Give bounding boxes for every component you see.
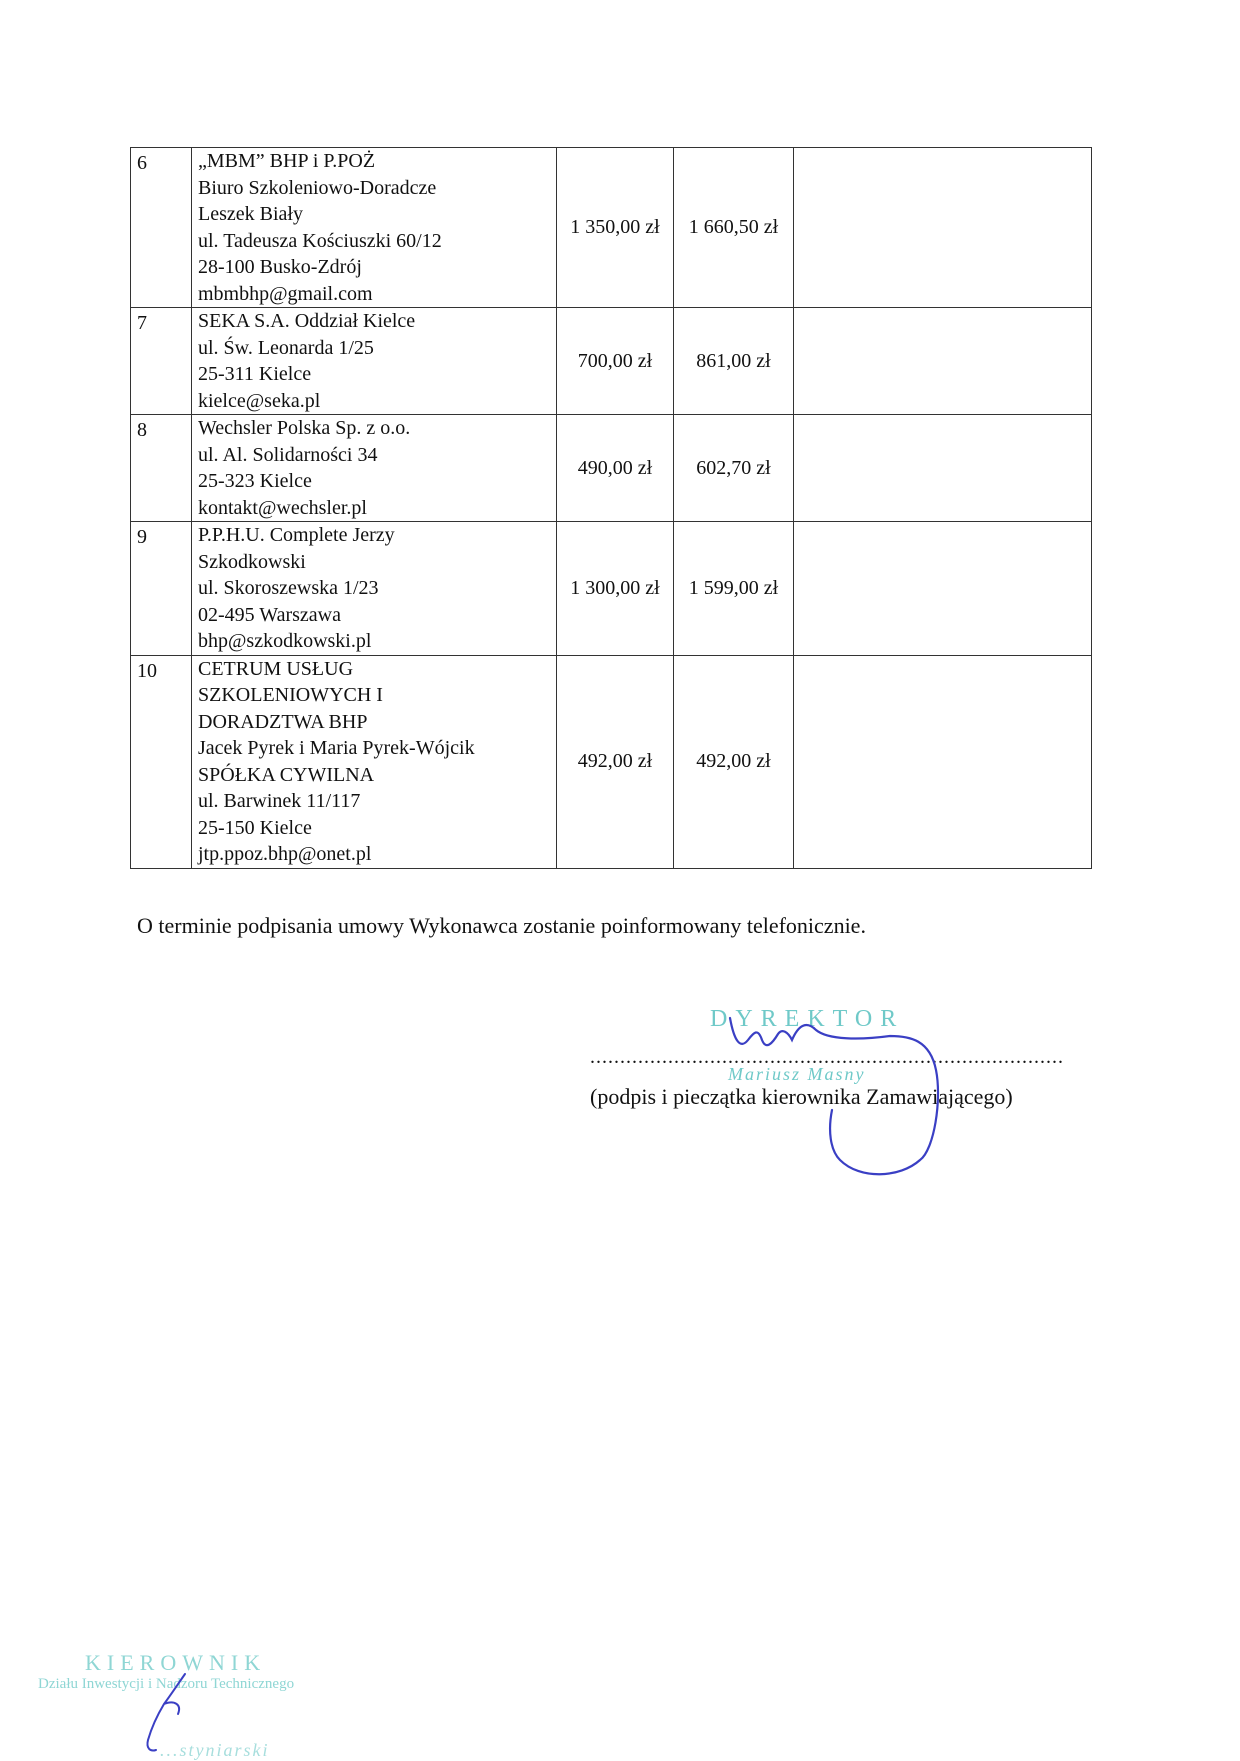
net-price: 1 350,00 zł — [557, 148, 674, 308]
contractor-line: ul. Al. Solidarności 34 — [198, 443, 378, 466]
manager-stamp-subtitle: Działu Inwestycji i Nadzoru Technicznego — [38, 1676, 295, 1692]
offers-table — [130, 147, 1092, 869]
row-number: 7 — [131, 308, 192, 415]
table-row — [131, 522, 1092, 656]
table-row — [131, 148, 1092, 308]
contractor-line: 25-311 Kielce — [198, 363, 312, 385]
contract-note: O terminie podpisania umowy Wykonawca zostanie poinformowany telefonicznie. — [137, 913, 866, 938]
contractor-line: ul. Św. Leonarda 1/25 — [198, 336, 374, 359]
contractor-line: mbmbhp@gmail.com — [198, 282, 373, 305]
gross-price: 492,00 zł — [674, 655, 794, 868]
contractor-line: SZKOLENIOWYCH I — [198, 684, 383, 706]
gross-price: 861,00 zł — [674, 308, 794, 415]
handwritten-signature — [720, 1010, 960, 1210]
empty-cell — [794, 415, 1092, 522]
gross-price: 1 599,00 zł — [674, 522, 794, 656]
row-number: 8 — [131, 415, 192, 522]
net-price: 1 300,00 zł — [557, 522, 674, 656]
table-row — [131, 415, 1092, 522]
contractor-cell — [192, 308, 557, 415]
manager-signature — [130, 1670, 220, 1755]
contractor-cell — [192, 522, 557, 656]
contractor-line: kielce@seka.pl — [198, 389, 321, 412]
manager-stamp-name: ...styniarski — [160, 1740, 270, 1760]
director-stamp-title: DYREKTOR — [710, 1006, 905, 1032]
contractor-line: 25-150 Kielce — [198, 816, 312, 839]
empty-cell — [794, 148, 1092, 308]
signature-caption: (podpis i pieczątka kierownika Zamawiającego) — [590, 1084, 1013, 1109]
signature-dotted-line: ............................................................................... — [590, 1046, 1064, 1068]
contractor-line: 25-323 Kielce — [198, 470, 312, 492]
contractor-line: Wechsler Polska Sp. z o.o. — [198, 417, 411, 439]
gross-price: 602,70 zł — [674, 415, 794, 522]
contractor-line: jtp.ppoz.bhp@onet.pl — [198, 843, 372, 865]
contractor-line: 02-495 Warszawa — [198, 603, 341, 626]
contractor-line: P.P.H.U. Complete Jerzy — [198, 524, 395, 546]
row-number: 9 — [131, 522, 192, 656]
gross-price: 1 660,50 zł — [674, 148, 794, 308]
contractor-cell — [192, 415, 557, 522]
empty-cell — [794, 522, 1092, 656]
contractor-line: DORADZTWA BHP — [198, 710, 368, 733]
contractor-line: SEKA S.A. Oddział Kielce — [198, 310, 416, 332]
contractor-line: ul. Skoroszewska 1/23 — [198, 577, 379, 599]
contractor-line: Szkodkowski — [198, 550, 306, 573]
contractor-line: Biuro Szkoleniowo-Doradcze — [198, 176, 437, 199]
contractor-line: „MBM” BHP i P.POŻ — [198, 150, 376, 172]
manager-stamp-title: KIEROWNIK — [85, 1650, 267, 1675]
net-price: 492,00 zł — [557, 655, 674, 868]
contractor-cell — [192, 148, 557, 308]
contractor-line: Jacek Pyrek i Maria Pyrek-Wójcik — [198, 737, 475, 759]
contractor-line: SPÓŁKA CYWILNA — [198, 763, 375, 786]
director-stamp-name: Mariusz Masny — [728, 1064, 866, 1084]
row-number: 6 — [131, 148, 192, 308]
net-price: 700,00 zł — [557, 308, 674, 415]
empty-cell — [794, 308, 1092, 415]
contractor-line: CETRUM USŁUG — [198, 657, 354, 680]
contractor-line: bhp@szkodkowski.pl — [198, 630, 372, 652]
table-row — [131, 308, 1092, 415]
net-price: 490,00 zł — [557, 415, 674, 522]
contractor-line: 28-100 Busko-Zdrój — [198, 256, 362, 278]
row-number: 10 — [131, 655, 192, 868]
empty-cell — [794, 655, 1092, 868]
contractor-line: ul. Barwinek 11/117 — [198, 790, 361, 812]
table-row — [131, 655, 1092, 868]
contractor-cell — [192, 655, 557, 868]
contractor-line: Leszek Biały — [198, 203, 303, 225]
contractor-line: ul. Tadeusza Kościuszki 60/12 — [198, 229, 442, 252]
contractor-line: kontakt@wechsler.pl — [198, 496, 367, 519]
